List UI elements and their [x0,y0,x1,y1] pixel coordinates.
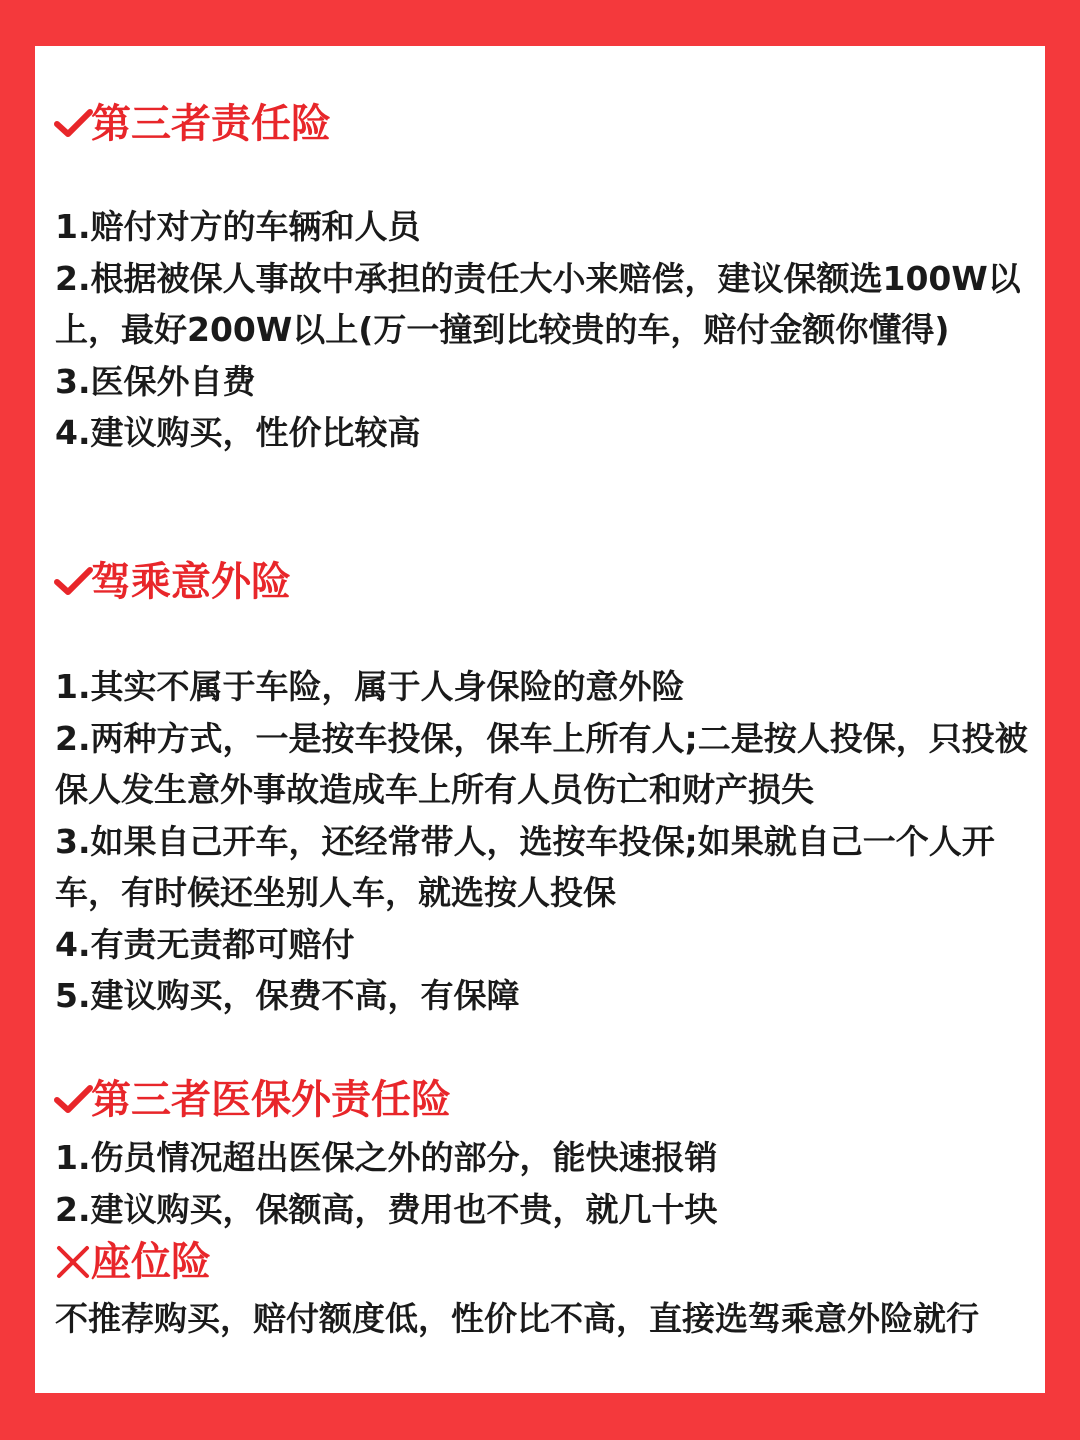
section-heading [53,1074,451,1126]
section-title: 驾乘意外险 [91,559,291,605]
list-item: 不推荐购买，赔付额度低，性价比不高，直接选驾乘意外险就行 [55,1299,979,1338]
list-item: 4.建议购买，性价比较高 [55,413,421,452]
section-body [55,1132,1030,1235]
list-item: 1.其实不属于车险，属于人身保险的意外险 [55,667,685,706]
section-body [55,661,1030,1022]
list-item: 3.如果自己开车，还经常带人，选按车投保;如果就自己一个人开车，有时候还坐别人车，就选按人投保 [55,821,995,912]
list-item: 4.有责无责都可赔付 [55,924,355,964]
section-body [55,1293,1030,1345]
section-title: 第三者责任险 [91,101,331,147]
section-heading [53,98,331,150]
section-heading [53,1236,211,1288]
list-item: 2.根据被保人事故中承担的责任大小来赔偿，建议保额选100W以上，最好200W以上(万一撞到比较贵的车，赔付金额你懂得) [55,258,1021,349]
list-item: 3.医保外自费 [55,361,256,401]
section-body [55,201,1030,459]
section-title: 第三者医保外责任险 [91,1077,451,1123]
list-item: 2.两种方式，一是按车投保，保车上所有人;二是按人投保，只投被保人发生意外事故造成车上所有人员伤亡和财产损失 [55,718,1028,809]
check-icon [53,104,93,144]
check-icon [53,562,93,602]
list-item: 5.建议购买，保费不高，有保障 [55,976,520,1015]
list-item: 1.赔付对方的车辆和人员 [55,207,421,246]
list-item: 2.建议购买，保额高，费用也不贵，就几十块 [55,1189,718,1229]
cross-icon [53,1242,93,1282]
section-title: 座位险 [91,1239,211,1285]
content-card [35,46,1045,1393]
section-heading [53,556,291,608]
list-item: 1.伤员情况超出医保之外的部分，能快速报销 [55,1138,718,1177]
check-icon [53,1080,93,1120]
